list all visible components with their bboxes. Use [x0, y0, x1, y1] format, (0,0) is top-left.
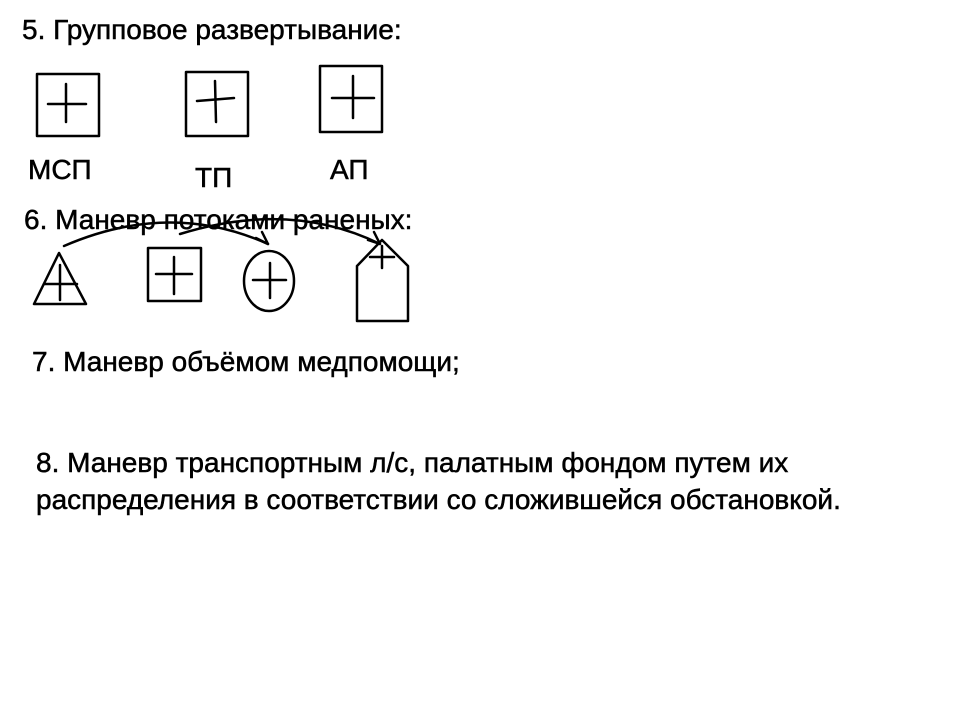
tp-square-symbol — [186, 72, 248, 136]
label-msp: МСП — [28, 154, 92, 185]
heading-wounded-flow-maneuver: 6. Маневр потоками раненых: — [24, 204, 413, 235]
paragraph-transport-maneuver: 8. Маневр транспортным л/с, палатным фондом путем их распределения в соответствии со сложившейся обстановкой. — [36, 447, 841, 515]
label-ap: АП — [330, 154, 369, 185]
heading-group-deployment: 5. Групповое развертывание: — [22, 14, 402, 45]
house-symbol — [357, 240, 408, 321]
msp-square-symbol — [37, 74, 99, 136]
ap-square-symbol — [320, 66, 382, 132]
square-symbol — [148, 248, 201, 301]
heading-medical-aid-maneuver: 7. Маневр объёмом медпомощи; — [32, 346, 460, 377]
oval-symbol — [244, 251, 294, 311]
triangle-symbol — [34, 253, 86, 304]
label-tp: ТП — [195, 162, 233, 193]
